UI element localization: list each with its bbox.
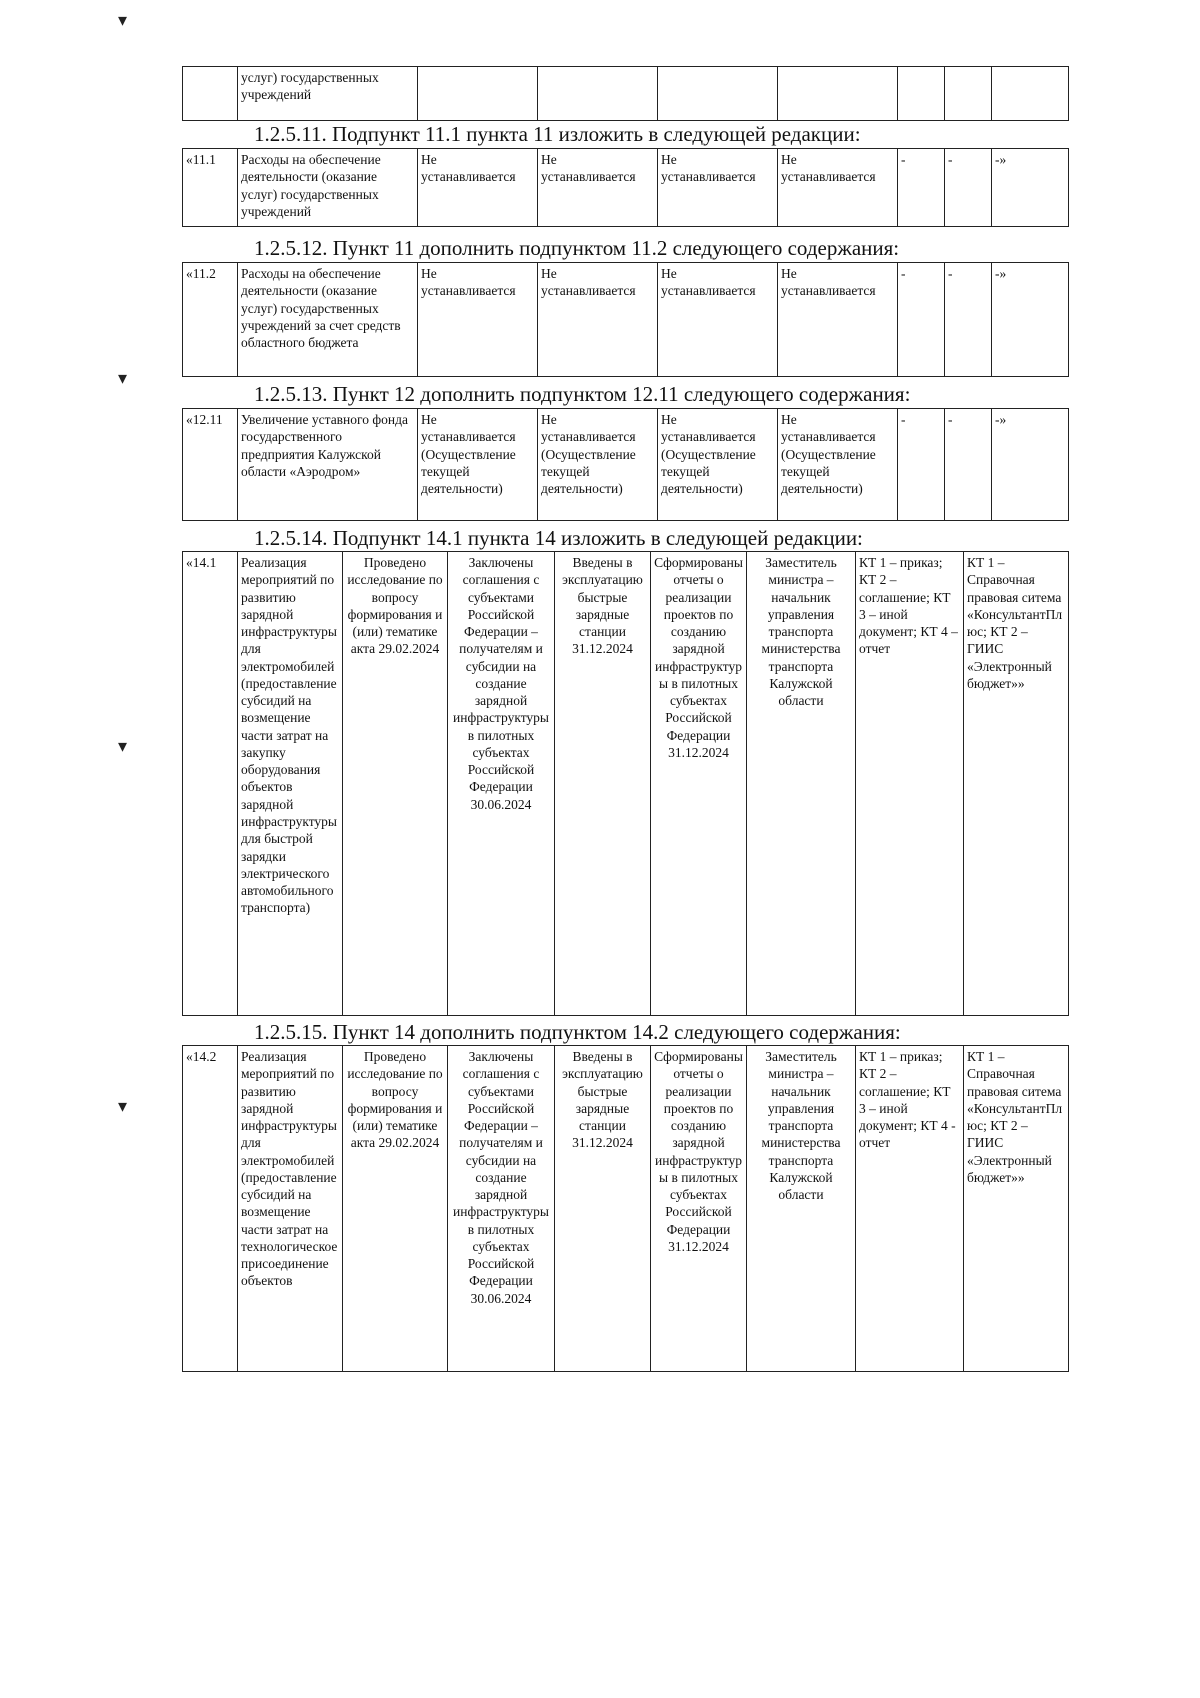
table-row xyxy=(183,1046,1069,1372)
cell-value: Не устанавливается xyxy=(418,263,538,377)
cell-value: Не устанавливается xyxy=(778,263,898,377)
amendment-table xyxy=(182,148,1069,227)
margin-mark: ▾ xyxy=(118,1096,128,1116)
section-heading: 1.2.5.11. Подпункт 11.1 пункта 11 изложить в следующей редакции: xyxy=(254,122,861,146)
cell-value: Не устанавливается xyxy=(778,149,898,227)
amendment-table xyxy=(182,262,1069,377)
cell-value: Не устанавливается xyxy=(418,149,538,227)
cell-dash: - xyxy=(898,409,945,521)
table-row xyxy=(183,67,1069,121)
section-heading: 1.2.5.15. Пункт 14 дополнить подпунктом 14.2 следующего содержания: xyxy=(254,1020,901,1044)
cell-dash: - xyxy=(945,409,992,521)
row-name: Реализация мероприятий по развитию зарядной инфраструктуры для электромобилей (предоставление субсидий на возмещение части затрат на закупку оборудования объектов зарядной инфраструктуры для быстрой зарядки электрического автомобильного транспорта) xyxy=(238,552,343,1016)
cell-value: КТ 1 – Справочная правовая ситема «КонсультантПлюс; КТ 2 – ГИИС «Электронный бюджет»» xyxy=(964,1046,1069,1372)
cell-value: Введены в эксплуатацию быстрые зарядные станции 31.12.2024 xyxy=(555,552,651,1016)
cell-end: -» xyxy=(992,409,1069,521)
table-row xyxy=(183,149,1069,227)
cell-value: Сформированы отчеты о реализации проектов по созданию зарядной инфраструктуры в пилотных субъектах Российской Федерации 31.12.2024 xyxy=(651,1046,747,1372)
amendment-table xyxy=(182,408,1069,521)
cell-value: Не устанавливается (Осуществление текущей деятельности) xyxy=(658,409,778,521)
row-name: Реализация мероприятий по развитию зарядной инфраструктуры для электромобилей (предоставление субсидий на возмещение части затрат на технологическое присоединение объектов xyxy=(238,1046,343,1372)
cell-value: КТ 1 – приказ; КТ 2 – соглашение; КТ 3 – иной документ; КТ 4 - отчет xyxy=(856,1046,964,1372)
amendment-table xyxy=(182,551,1069,1016)
cell-value: Не устанавливается (Осуществление текущей деятельности) xyxy=(778,409,898,521)
cell-end: -» xyxy=(992,149,1069,227)
table-row xyxy=(183,263,1069,377)
cell-end: -» xyxy=(992,263,1069,377)
cell-value: Не устанавливается xyxy=(658,149,778,227)
cell-value: Сформированы отчеты о реализации проектов по созданию зарядной инфраструктуры в пилотных субъектах Российской Федерации 31.12.2024 xyxy=(651,552,747,1016)
cell-value: Не устанавливается xyxy=(538,263,658,377)
cell-value: Проведено исследование по вопросу формирования и (или) тематике акта 29.02.2024 xyxy=(343,552,448,1016)
margin-mark: ▾ xyxy=(118,736,128,756)
cell-value: Введены в эксплуатацию быстрые зарядные станции 31.12.2024 xyxy=(555,1046,651,1372)
cell-value: Не устанавливается xyxy=(538,149,658,227)
cell-value: КТ 1 – Справочная правовая ситема «КонсультантПлюс; КТ 2 – ГИИС «Электронный бюджет»» xyxy=(964,552,1069,1016)
cell-dash: - xyxy=(898,263,945,377)
row-name: Увеличение уставного фонда государственного предприятия Калужской области «Аэродром» xyxy=(238,409,418,521)
cell-value: Не устанавливается xyxy=(658,263,778,377)
row-name: Расходы на обеспечение деятельности (оказание услуг) государственных учреждений за счет средств областного бюджета xyxy=(238,263,418,377)
cell-value: Заместитель министра – начальник управления транспорта министерства транспорта Калужской области xyxy=(747,1046,856,1372)
cell-dash: - xyxy=(945,263,992,377)
cell-dash: - xyxy=(898,149,945,227)
table-row xyxy=(183,552,1069,1016)
cell-value: Проведено исследование по вопросу формирования и (или) тематике акта 29.02.2024 xyxy=(343,1046,448,1372)
cell-dash: - xyxy=(945,149,992,227)
row-number: «12.11 xyxy=(183,409,238,521)
section-heading: 1.2.5.13. Пункт 12 дополнить подпунктом 12.11 следующего содержания: xyxy=(254,382,911,406)
row-number: «11.2 xyxy=(183,263,238,377)
cell-value: Не устанавливается (Осуществление текущей деятельности) xyxy=(538,409,658,521)
margin-mark: ▾ xyxy=(118,368,128,388)
cell-value: Заключены соглашения с субъектами Российской Федерации – получателям и субсидии на создание зарядной инфраструктуры в пилотных субъектах Российской Федерации 30.06.2024 xyxy=(448,552,555,1016)
amendment-table xyxy=(182,1045,1069,1372)
cell-value: Заключены соглашения с субъектами Российской Федерации – получателям и субсидии на создание зарядной инфраструктуры в пилотных субъектах Российской Федерации 30.06.2024 xyxy=(448,1046,555,1372)
row-number: «11.1 xyxy=(183,149,238,227)
margin-mark: ▾ xyxy=(118,10,128,30)
cell-value: Не устанавливается (Осуществление текущей деятельности) xyxy=(418,409,538,521)
continuation-table xyxy=(182,66,1069,121)
section-heading: 1.2.5.12. Пункт 11 дополнить подпунктом 11.2 следующего содержания: xyxy=(254,236,900,260)
cell-value: КТ 1 – приказ; КТ 2 – соглашение; КТ 3 – иной документ; КТ 4 – отчет xyxy=(856,552,964,1016)
cell-value: Заместитель министра – начальник управления транспорта министерства транспорта Калужской области xyxy=(747,552,856,1016)
row-name: услуг) государственных учреждений xyxy=(238,67,418,121)
table-row xyxy=(183,409,1069,521)
row-number: «14.1 xyxy=(183,552,238,1016)
row-number: «14.2 xyxy=(183,1046,238,1372)
section-heading: 1.2.5.14. Подпункт 14.1 пункта 14 изложить в следующей редакции: xyxy=(254,526,863,550)
row-name: Расходы на обеспечение деятельности (оказание услуг) государственных учреждений xyxy=(238,149,418,227)
